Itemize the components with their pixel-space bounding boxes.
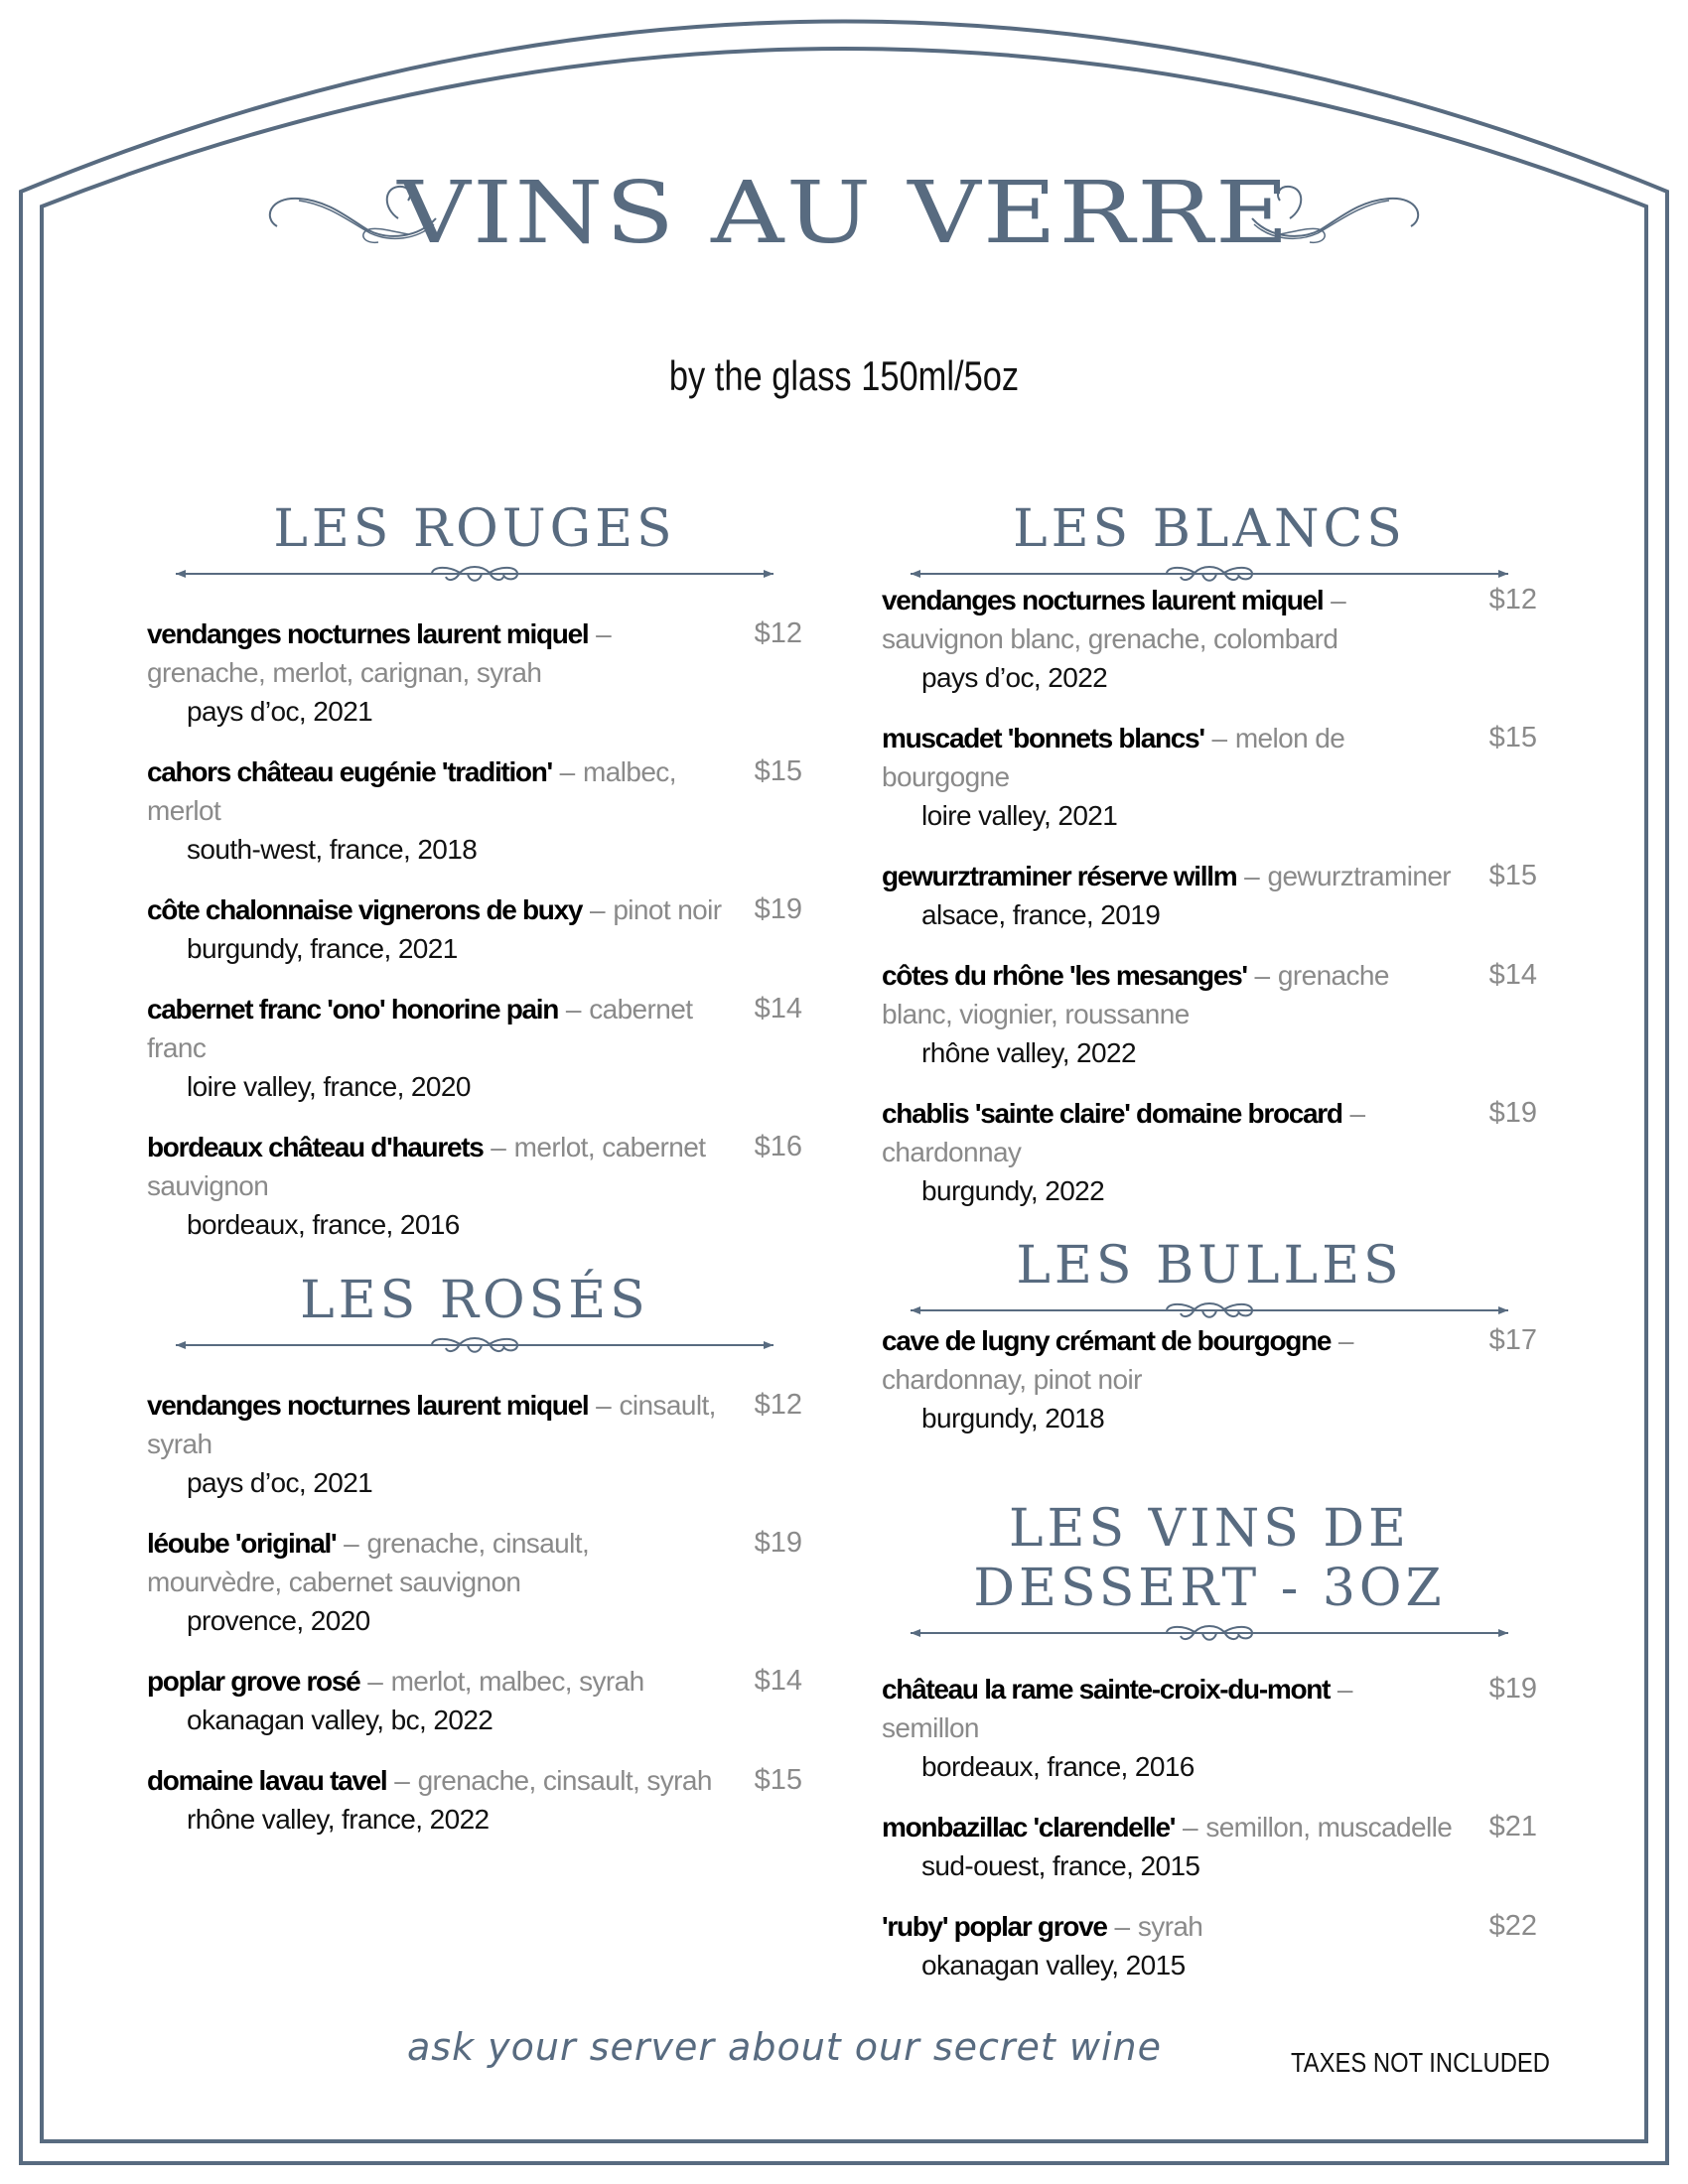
wine-item [882,857,1537,934]
region-vintage: loire valley, 2021 [921,800,1118,831]
wine-item [147,1386,802,1502]
wine-item [882,719,1537,835]
wine-item [147,614,802,731]
wine-item [882,1808,1537,1885]
wine-name: côtes du rhône 'les mesanges' [882,960,1247,991]
region-vintage: rhône valley, 2022 [921,1037,1136,1068]
wine-item [882,1094,1537,1210]
section-roses [147,1271,802,1860]
wine-item [147,1761,802,1839]
region-vintage: pays d’oc, 2022 [921,662,1108,693]
wine-name: gewurztraminer réserve willm [882,861,1237,891]
grape-varieties: semillon [882,1712,979,1743]
grape-varieties: malbec, merlot [147,756,676,826]
wine-item [882,581,1537,697]
grape-varieties: chardonnay [882,1137,1022,1167]
wine-name: domaine lavau tavel [147,1765,387,1796]
wine-item [147,990,802,1106]
grape-varieties: gewurztraminer [1267,861,1452,891]
separator: – [336,1528,367,1559]
separator: – [1246,960,1278,991]
region-vintage: burgundy, france, 2021 [187,933,458,964]
taxes-disclaimer: TAXES NOT INCLUDED [1291,2047,1550,2078]
wine-name: vendanges nocturnes laurent miquel [882,585,1324,615]
grape-varieties: cinsault, syrah [147,1390,716,1459]
price: $15 [1488,860,1537,891]
grape-varieties: syrah [1137,1911,1203,1942]
section-title: LES ROSÉS [300,1271,649,1330]
separator: – [359,1666,391,1697]
section-title: LES BLANCS [1013,499,1406,559]
grape-varieties: melon de bourgogne [882,723,1345,792]
price: $15 [754,1764,802,1796]
grape-varieties: pinot noir [613,894,722,925]
secret-wine-note: ask your server about our secret wine [407,2025,1162,2069]
region-vintage: pays d’oc, 2021 [187,696,373,727]
section-dessert [882,1499,1537,2006]
section-rouges [147,499,802,1266]
grape-varieties: grenache, cinsault, syrah [417,1765,712,1796]
region-vintage: okanagan valley, 2015 [921,1950,1186,1980]
price: $12 [754,1389,802,1421]
price: $12 [1488,584,1537,615]
menu-header [0,159,1688,268]
section-title: LES ROUGES [273,499,676,559]
wine-item [882,1321,1537,1437]
separator: – [1331,1325,1354,1356]
separator: – [1341,1098,1366,1129]
region-vintage: bordeaux, france, 2016 [187,1209,460,1240]
grape-varieties: grenache, merlot, carignan, syrah [147,657,542,688]
section-title-line2: DESSERT - 3OZ [973,1559,1446,1618]
serving-size-subtitle: by the glass 150ml/5oz [668,352,1020,399]
section-bulles [882,1236,1537,1459]
wine-name: vendanges nocturnes laurent miquel [147,1390,589,1421]
wine-name: château la rame sainte-croix-du-mont [882,1674,1331,1705]
region-vintage: burgundy, 2018 [921,1403,1105,1433]
price: $19 [754,1527,802,1559]
price: $16 [754,1131,802,1162]
wine-name: bordeaux château d'haurets [147,1132,484,1162]
price: $14 [754,993,802,1024]
price: $17 [1488,1324,1537,1356]
separator: – [551,756,584,787]
separator: – [582,894,614,925]
section-title [882,1499,1537,1618]
grape-varieties: sauvignon blanc, grenache, colombard [882,623,1338,654]
region-vintage: rhône valley, france, 2022 [187,1804,490,1835]
region-vintage: sud-ouest, france, 2015 [921,1850,1200,1881]
price: $19 [1488,1097,1537,1129]
price: $14 [754,1665,802,1697]
price: $12 [754,617,802,649]
section-title: LES BULLES [1016,1236,1403,1296]
price: $15 [1488,722,1537,753]
wine-name: 'ruby' poplar grove [882,1911,1107,1942]
grape-varieties: merlot, cabernet sauvignon [147,1132,706,1201]
separator: – [386,1765,418,1796]
wine-item [882,1907,1537,1984]
wine-item [147,752,802,869]
region-vintage: provence, 2020 [187,1605,370,1636]
wine-name: cave de lugny crémant de bourgogne [882,1325,1332,1356]
wine-item [882,956,1537,1072]
wine-name: vendanges nocturnes laurent miquel [147,618,589,649]
wine-name: léoube 'original' [147,1528,337,1559]
wine-item [147,890,802,968]
section-blancs [882,499,1537,1232]
separator: – [588,1390,620,1421]
separator: – [588,618,612,649]
wine-name: côte chalonnaise vignerons de buxy [147,894,583,925]
region-vintage: south-west, france, 2018 [187,834,478,865]
page-title: VINS AU VERRE [397,164,1291,263]
region-vintage: burgundy, 2022 [921,1175,1105,1206]
region-vintage: pays d’oc, 2021 [187,1467,373,1498]
price: $15 [754,755,802,787]
wine-list [882,1670,1537,1984]
separator: – [1323,585,1346,615]
ornament-divider-icon [907,1620,1512,1646]
region-vintage: okanagan valley, bc, 2022 [187,1705,493,1735]
ornament-divider-icon [172,561,777,587]
separator: – [558,994,590,1024]
separator: – [1330,1674,1353,1705]
price: $22 [1488,1910,1537,1942]
wine-name: chablis 'sainte claire' domaine brocard [882,1098,1342,1129]
grape-varieties: cabernet franc [147,994,693,1063]
wine-list [147,1386,802,1839]
region-vintage: loire valley, france, 2020 [187,1071,471,1102]
grape-varieties: grenache, cinsault, mourvèdre, cabernet sauvignon [147,1528,590,1597]
wine-item [147,1128,802,1244]
right-flourish-icon [1240,179,1429,248]
grape-varieties: merlot, malbec, syrah [390,1666,644,1697]
separator: – [1236,861,1268,891]
wine-item [147,1662,802,1739]
wine-list [882,581,1537,1210]
wine-name: muscadet 'bonnets blancs' [882,723,1204,753]
price: $21 [1488,1811,1537,1843]
wine-name: monbazillac 'clarendelle' [882,1812,1176,1843]
wine-name: poplar grove rosé [147,1666,360,1697]
region-vintage: bordeaux, france, 2016 [921,1751,1195,1782]
region-vintage: alsace, france, 2019 [921,899,1161,930]
grape-varieties: semillon, muscadelle [1205,1812,1453,1843]
ornament-divider-icon [907,1297,1512,1323]
grape-varieties: chardonnay, pinot noir [882,1364,1142,1395]
separator: – [1106,1911,1138,1942]
price: $14 [1488,959,1537,991]
price: $19 [1488,1673,1537,1705]
separator: – [483,1132,514,1162]
ornament-divider-icon [172,1332,777,1358]
wine-item [882,1670,1537,1786]
price: $19 [754,893,802,925]
wine-name: cahors château eugénie 'tradition' [147,756,552,787]
wine-name: cabernet franc 'ono' honorine pain [147,994,559,1024]
section-title-line1: LES VINS DE [1008,1499,1411,1559]
separator: – [1175,1812,1206,1843]
wine-list [147,614,802,1244]
grape-varieties: grenache blanc, viognier, roussanne [882,960,1389,1029]
wine-list [882,1321,1537,1437]
separator: – [1203,723,1235,753]
wine-item [147,1524,802,1640]
